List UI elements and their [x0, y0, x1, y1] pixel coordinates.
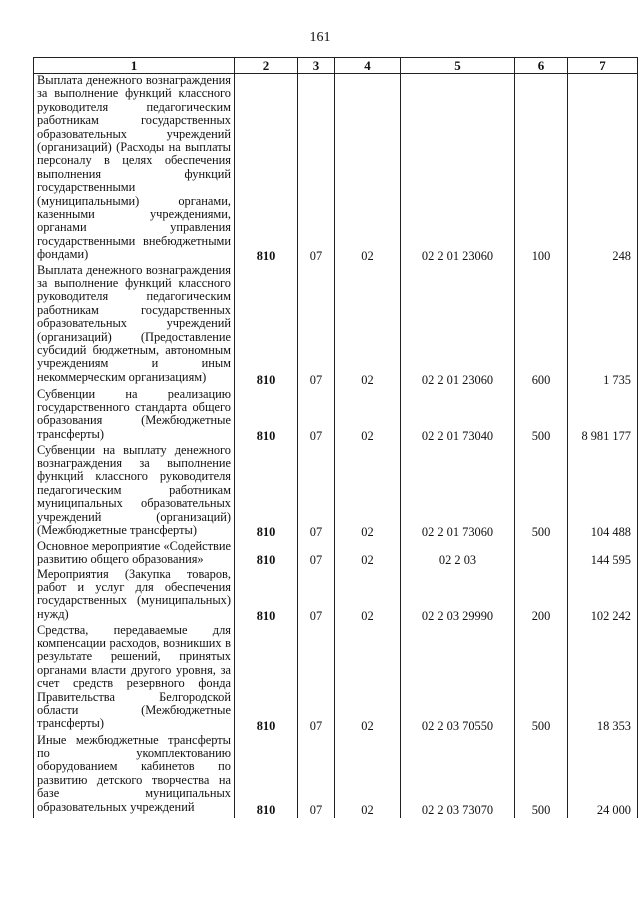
- column-header-1: 1: [34, 58, 235, 74]
- table-row: [34, 540, 638, 568]
- row-amount: 102 242: [568, 568, 638, 624]
- table-header: [34, 58, 638, 74]
- row-description: Выплата денежного вознаграждения за выполнение функций классного руководителя педагогическим работникам государственных образовательных учреждений (организаций) (Расходы на выплаты персоналу в целях обеспечения выполнения функций государственными (муниципальными) органами, казенными учреждениями, органами управления государственными внебюджетными фондами): [34, 74, 235, 264]
- row-target: 02 2 03 73070: [401, 734, 515, 818]
- row-amount: 248: [568, 74, 638, 264]
- row-expense-type: 500: [515, 624, 568, 734]
- table-row: [34, 74, 638, 264]
- row-expense-type: 600: [515, 264, 568, 388]
- row-amount: 24 000: [568, 734, 638, 818]
- page-number: 161: [309, 30, 331, 45]
- column-header-7: 7: [568, 58, 638, 74]
- row-subsection: 02: [335, 540, 401, 568]
- row-code: 810: [235, 74, 298, 264]
- table-row: [34, 444, 638, 540]
- row-expense-type: 500: [515, 444, 568, 540]
- budget-table: [33, 57, 638, 818]
- column-header-3: 3: [298, 58, 335, 74]
- table-row: [34, 568, 638, 624]
- column-header-5: 5: [401, 58, 515, 74]
- table-row: [34, 734, 638, 818]
- row-expense-type: 100: [515, 74, 568, 264]
- row-description: Иные межбюджетные трансферты по укомплектованию оборудованием кабинетов по развитию детского творчества на базе муниципальных образовательных учреждений: [34, 734, 235, 818]
- column-header-4: 4: [335, 58, 401, 74]
- row-expense-type: 200: [515, 568, 568, 624]
- row-subsection: 02: [335, 74, 401, 264]
- row-code: 810: [235, 568, 298, 624]
- row-code: 810: [235, 624, 298, 734]
- column-header-2: 2: [235, 58, 298, 74]
- row-target: 02 2 01 23060: [401, 264, 515, 388]
- row-expense-type: 500: [515, 388, 568, 444]
- row-target: 02 2 01 23060: [401, 74, 515, 264]
- row-amount: 8 981 177: [568, 388, 638, 444]
- table-row: [34, 388, 638, 444]
- row-description: Выплата денежного вознаграждения за выполнение функций классного руководителя педагогическим работникам государственных образовательных учреждений (организаций) (Предоставление субсидий бюджетным, автономным учреждениям и иным некоммерческим организациям): [34, 264, 235, 388]
- row-subsection: 02: [335, 444, 401, 540]
- row-section: 07: [298, 540, 335, 568]
- row-section: 07: [298, 74, 335, 264]
- row-section: 07: [298, 734, 335, 818]
- row-target: 02 2 01 73040: [401, 388, 515, 444]
- column-header-6: 6: [515, 58, 568, 74]
- row-subsection: 02: [335, 624, 401, 734]
- row-subsection: 02: [335, 568, 401, 624]
- row-target: 02 2 03: [401, 540, 515, 568]
- row-description: Средства, передаваемые для компенсации расходов, возникших в результате решений, принятых органами власти другого уровня, за счет средств резервного фонда Правительства Белгородской области (Межбюджетные трансферты): [34, 624, 235, 734]
- row-section: 07: [298, 444, 335, 540]
- row-target: 02 2 01 73060: [401, 444, 515, 540]
- row-code: 810: [235, 444, 298, 540]
- row-subsection: 02: [335, 264, 401, 388]
- row-section: 07: [298, 624, 335, 734]
- row-description: Субвенции на реализацию государственного стандарта общего образования (Межбюджетные трансферты): [34, 388, 235, 444]
- row-expense-type: [515, 540, 568, 568]
- row-description: Субвенции на выплату денежного вознаграждения за выполнение функций классного руководителя педагогическим работникам муниципальных образовательных учреждений (организаций) (Межбюджетные трансферты): [34, 444, 235, 540]
- row-code: 810: [235, 388, 298, 444]
- row-section: 07: [298, 264, 335, 388]
- row-section: 07: [298, 568, 335, 624]
- row-section: 07: [298, 388, 335, 444]
- row-code: 810: [235, 540, 298, 568]
- row-target: 02 2 03 29990: [401, 568, 515, 624]
- table-body: [34, 74, 638, 818]
- row-description: Основное мероприятие «Содействие развитию общего образования»: [34, 540, 235, 568]
- row-expense-type: 500: [515, 734, 568, 818]
- table-row: [34, 624, 638, 734]
- row-code: 810: [235, 734, 298, 818]
- row-subsection: 02: [335, 734, 401, 818]
- row-amount: 1 735: [568, 264, 638, 388]
- row-amount: 18 353: [568, 624, 638, 734]
- table-row: [34, 264, 638, 388]
- header-row: [34, 58, 638, 74]
- row-amount: 104 488: [568, 444, 638, 540]
- row-target: 02 2 03 70550: [401, 624, 515, 734]
- row-code: 810: [235, 264, 298, 388]
- row-subsection: 02: [335, 388, 401, 444]
- row-amount: 144 595: [568, 540, 638, 568]
- row-description: Мероприятия (Закупка товаров, работ и услуг для обеспечения государственных (муниципальных) нужд): [34, 568, 235, 624]
